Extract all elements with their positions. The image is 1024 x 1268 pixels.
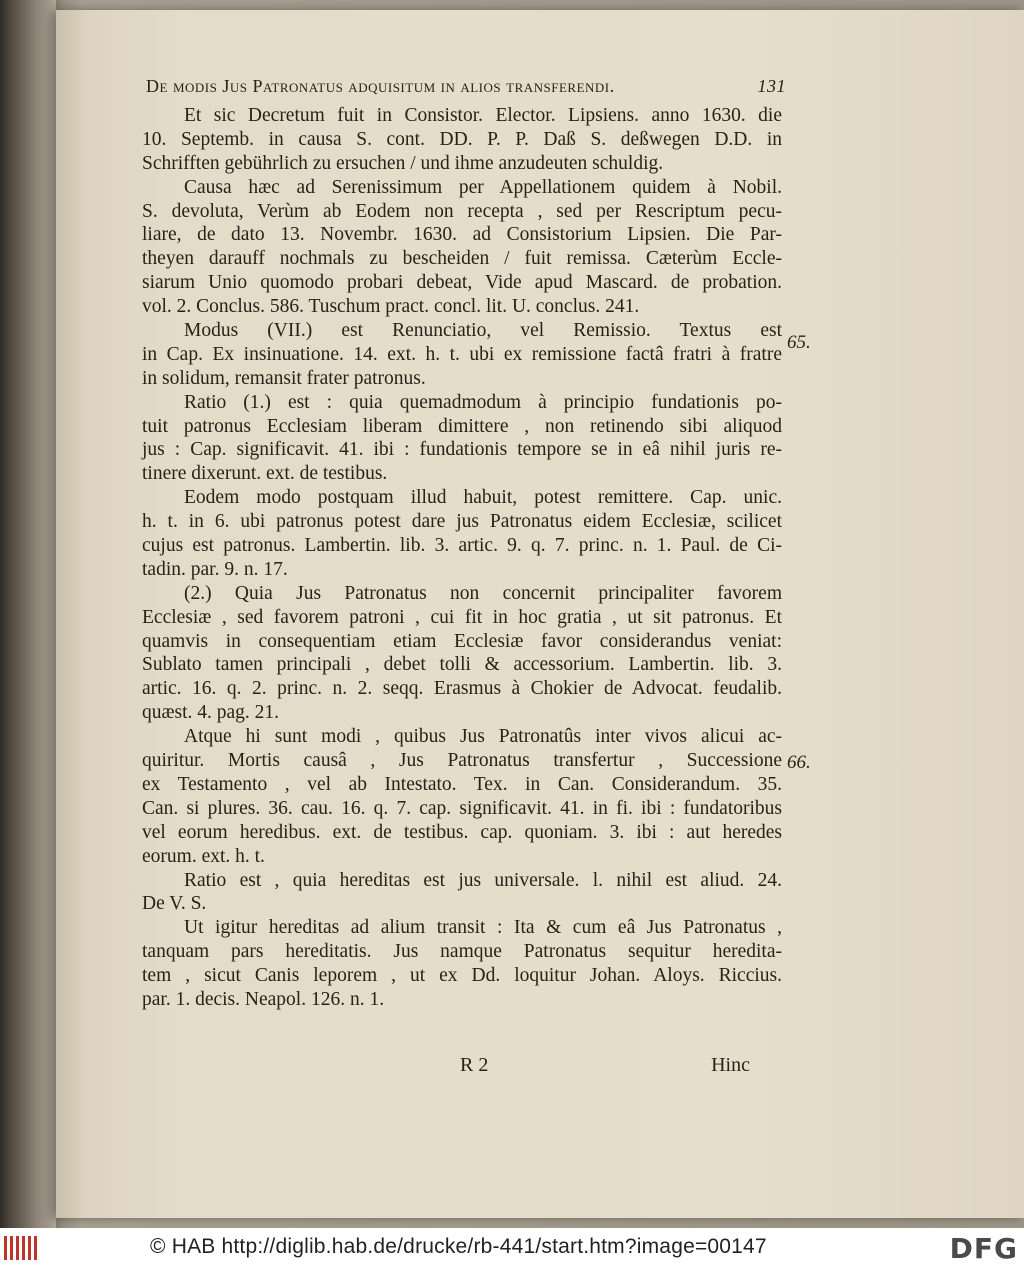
- text-line: Schrifften gebührlich zu ersuchen / und ihme anzudeuten schuldig.: [142, 152, 664, 174]
- text-line: quæst. 4. pag. 21.: [142, 702, 280, 724]
- text-line: Ratio est , quia hereditas est jus universale. l. nihil est aliud. 24.: [184, 869, 782, 891]
- text-line: theyen darauff nochmals zu bescheiden / fuit remissa. Cæterùm Eccle-: [142, 248, 782, 270]
- text-line: Causa hæc ad Serenissimum per Appellationem quidem à Nobil.: [184, 176, 782, 198]
- text-line: h. t. in 6. ubi patronus potest dare jus Patronatus eidem Ecclesiæ, scilicet: [142, 511, 782, 533]
- viewer-footer-bar: [0, 1228, 1024, 1268]
- text-line: De V. S.: [142, 893, 207, 915]
- text-line: quiritur. Mortis causâ , Jus Patronatus transfertur , Successione: [142, 750, 782, 772]
- running-head-text: De modis Jus Patronatus adquisitum in alios transferendi.: [146, 76, 615, 96]
- text-line: tadin. par. 9. n. 17.: [142, 558, 288, 580]
- text-line: cujus est patronus. Lambertin. lib. 3. artic. 9. q. 7. princ. n. 1. Paul. de Ci-: [142, 535, 782, 557]
- running-head: [146, 76, 786, 97]
- text-line: Sublato tamen principali , debet tolli & accessorium. Lambertin. lib. 3.: [142, 654, 782, 676]
- text-line: Ut igitur hereditas ad alium transit : Ita & cum eâ Jus Patronatus ,: [184, 917, 782, 939]
- text-line: quamvis in consequentiam etiam Ecclesiæ favor considerandus veniat:: [142, 630, 782, 652]
- margin-number: 66.: [787, 752, 811, 773]
- text-line: Can. si plures. 36. cau. 16. q. 7. cap. significavit. 41. in fi. ibi : fundatoribus: [142, 797, 782, 819]
- margin-number: 65.: [787, 332, 811, 353]
- dfg-logo: DFG: [949, 1232, 1018, 1265]
- text-line: Modus (VII.) est Renunciatio, vel Remissio. Textus est: [184, 320, 782, 342]
- text-line: siarum Unio quomodo probari debeat, Vide apud Mascard. de probation.: [142, 272, 782, 294]
- text-line: tanquam pars hereditatis. Jus namque Patronatus sequitur heredita-: [142, 941, 782, 963]
- page-footer: [142, 1054, 782, 1080]
- text-line: ex Testamento , vel ab Intestato. Tex. in Can. Considerandum. 35.: [142, 773, 782, 795]
- text-line: in Cap. Ex insinuatione. 14. ext. h. t. ubi ex remissione factâ fratri à fratre: [142, 343, 782, 365]
- text-line: Atque hi sunt modi , quibus Jus Patronatûs inter vivos alicui ac-: [184, 726, 782, 748]
- text-line: S. devoluta, Verùm ab Eodem non recepta , sed per Rescriptum pecu-: [142, 200, 782, 222]
- text-line: eorum. ext. h. t.: [142, 845, 265, 867]
- text-line: Et sic Decretum fuit in Consistor. Elector. Lipsiens. anno 1630. die: [184, 105, 782, 126]
- text-line: vel eorum heredibus. ext. de testibus. cap. quoniam. 3. ibi : aut heredes: [142, 821, 782, 843]
- signature-mark: R 2: [460, 1054, 489, 1076]
- text-line: jus : Cap. significavit. 41. ibi : fundationis tempore se in eâ nihil juris re-: [142, 439, 782, 461]
- text-line: 10. Septemb. in causa S. cont. DD. P. P. Daß S. deßwegen D.D. in: [142, 128, 782, 150]
- page-number: 131: [757, 76, 786, 96]
- text-line: in solidum, remansit frater patronus.: [142, 367, 426, 389]
- text-line: vol. 2. Conclus. 586. Tuschum pract. concl. lit. U. conclus. 241.: [142, 296, 640, 318]
- barcode-icon: [4, 1236, 38, 1260]
- text-line: Ratio (1.) est : quia quemadmodum à principio fundationis po-: [184, 391, 782, 413]
- credit-link[interactable]: © HAB http://diglib.hab.de/drucke/rb-441/start.htm?image=00147: [150, 1235, 767, 1258]
- book-spine: [0, 0, 56, 1228]
- text-line: tem , sicut Canis leporem , ut ex Dd. loquitur Johan. Aloys. Riccius.: [142, 965, 782, 987]
- text-line: artic. 16. q. 2. princ. n. 2. seqq. Erasmus à Chokier de Advocat. feudalib.: [142, 678, 782, 700]
- text-line: Ecclesiæ , sed favorem patroni , cui fit in hoc gratia , ut sit patronus. Et: [142, 606, 782, 628]
- text-line: (2.) Quia Jus Patronatus non concernit principaliter favorem: [184, 582, 782, 604]
- catchword: Hinc: [711, 1054, 750, 1076]
- text-line: tuit patronus Ecclesiam liberam dimittere , non retinendo sibi aliquod: [142, 415, 782, 437]
- text-line: tinere dixerunt. ext. de testibus.: [142, 463, 388, 485]
- body-text: [142, 104, 782, 1012]
- text-line: liare, de dato 13. Novembr. 1630. ad Consistorium Lipsien. Die Par-: [142, 224, 782, 246]
- text-line: par. 1. decis. Neapol. 126. n. 1.: [142, 988, 385, 1010]
- text-line: Eodem modo postquam illud habuit, potest remittere. Cap. unic.: [184, 487, 782, 509]
